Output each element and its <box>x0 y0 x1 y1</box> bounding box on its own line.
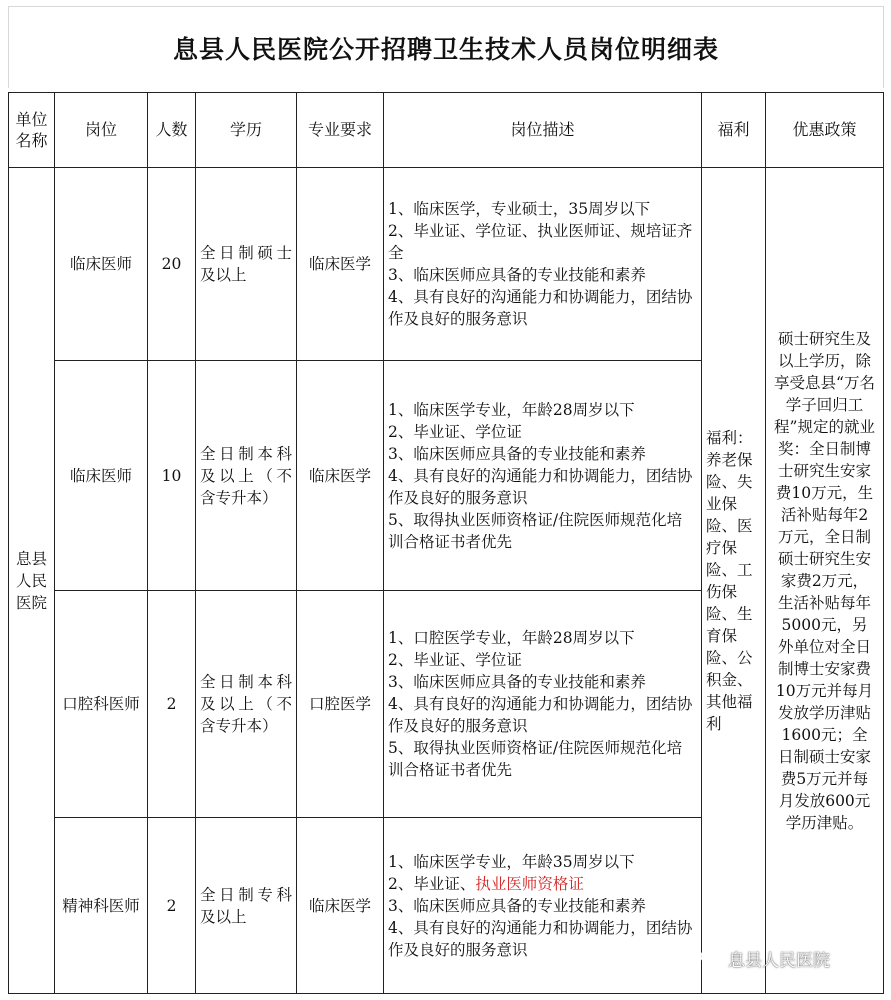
desc-line-text: 2、毕业证、 <box>388 874 476 893</box>
desc-line: 1、临床医学，专业硕士，35周岁以下 <box>388 200 651 218</box>
wechat-icon <box>700 949 722 969</box>
major-cell: 临床医学 <box>297 361 384 591</box>
position-cell: 临床医师 <box>55 361 148 591</box>
page-title: 息县人民医院公开招聘卫生技术人员岗位明细表 <box>172 34 719 64</box>
header-count: 人数 <box>148 93 196 168</box>
count-cell: 20 <box>148 168 196 361</box>
welfare-cell: 福利：养老保险、失业保险、医疗保险、工伤保险、生育保险、公积金、其他福利 <box>702 168 766 994</box>
table-row <box>9 168 884 361</box>
major-cell: 临床医学 <box>297 168 384 361</box>
header-welfare: 福利 <box>702 93 766 168</box>
desc-line: 4、具有良好的沟通能力和协调能力，团结协作及良好的服务意识 <box>388 918 693 959</box>
count-cell: 10 <box>148 361 196 591</box>
unit-cell <box>9 168 55 994</box>
desc-line: 4、具有良好的沟通能力和协调能力，团结协作及良好的服务意识 <box>388 695 693 735</box>
title-box <box>8 6 884 88</box>
position-cell: 临床医师 <box>55 168 148 361</box>
desc-line: 4、具有良好的沟通能力和协调能力，团结协作及良好的服务意识 <box>388 288 693 328</box>
education-cell: 全日制本科及以上（不含专升本） <box>196 591 297 818</box>
count-cell: 2 <box>148 818 196 994</box>
watermark <box>700 946 830 971</box>
header-description: 岗位描述 <box>384 93 702 168</box>
desc-highlight: 执业医师资格证 <box>475 874 584 893</box>
major-cell: 口腔医学 <box>297 591 384 818</box>
education-cell: 全日制硕士及以上 <box>196 168 297 361</box>
desc-line: 3、临床医师应具备的专业技能和素养 <box>388 444 646 463</box>
watermark-text: 息县人民医院 <box>728 951 830 971</box>
desc-line: 5、取得执业医师资格证/住院医师规范化培训合格证书者优先 <box>388 739 683 779</box>
unit-name: 息县人民医院 <box>15 549 47 612</box>
header-policy: 优惠政策 <box>766 93 884 168</box>
desc-line: 3、临床医师应具备的专业技能和素养 <box>388 673 646 691</box>
education-cell: 全日制专科及以上 <box>196 818 297 994</box>
education-cell: 全日制本科及以上（不含专升本） <box>196 361 297 591</box>
desc-line: 2、毕业证、学位证 <box>388 651 522 669</box>
description-cell <box>384 168 702 361</box>
header-row <box>9 93 884 168</box>
count-cell: 2 <box>148 591 196 818</box>
description-cell <box>384 818 702 994</box>
desc-line: 1、临床医学专业，年龄35周岁以下 <box>388 852 635 871</box>
desc-line: 1、口腔医学专业，年龄28周岁以下 <box>388 629 635 647</box>
header-position: 岗位 <box>55 93 148 168</box>
policy-cell: 硕士研究生及以上学历，除享受息县“万名学子回归工程”规定的就业奖：全日制博士研究生安家费10万元，生活补贴每年2万元，全日制硕士研究生安家费2万元，生活补贴每年5000元，另外单位对全日制博士安家费10万元并每月发放学历津贴1600元；全日制硕士安家费5万元并每月发放600元学历津贴。 <box>766 168 884 994</box>
desc-line: 2、毕业证、学位证 <box>388 422 522 441</box>
positions-table <box>8 92 884 994</box>
major-cell: 临床医学 <box>297 818 384 994</box>
desc-line: 3、临床医师应具备的专业技能和素养 <box>388 266 646 284</box>
position-cell: 口腔科医师 <box>55 591 148 818</box>
header-education: 学历 <box>196 93 297 168</box>
desc-line: 5、取得执业医师资格证/住院医师规范化培训合格证书者优先 <box>388 510 683 551</box>
header-major: 专业要求 <box>297 93 384 168</box>
description-cell <box>384 591 702 818</box>
desc-line <box>388 873 697 895</box>
desc-line: 1、临床医学专业，年龄28周岁以下 <box>388 400 635 419</box>
desc-line: 3、临床医师应具备的专业技能和素养 <box>388 896 646 915</box>
desc-line: 2、毕业证、学位证、执业医师证、规培证齐全 <box>388 222 693 262</box>
position-cell: 精神科医师 <box>55 818 148 994</box>
desc-line: 4、具有良好的沟通能力和协调能力，团结协作及良好的服务意识 <box>388 466 693 507</box>
description-cell <box>384 361 702 591</box>
header-unit: 单位名称 <box>9 93 55 168</box>
